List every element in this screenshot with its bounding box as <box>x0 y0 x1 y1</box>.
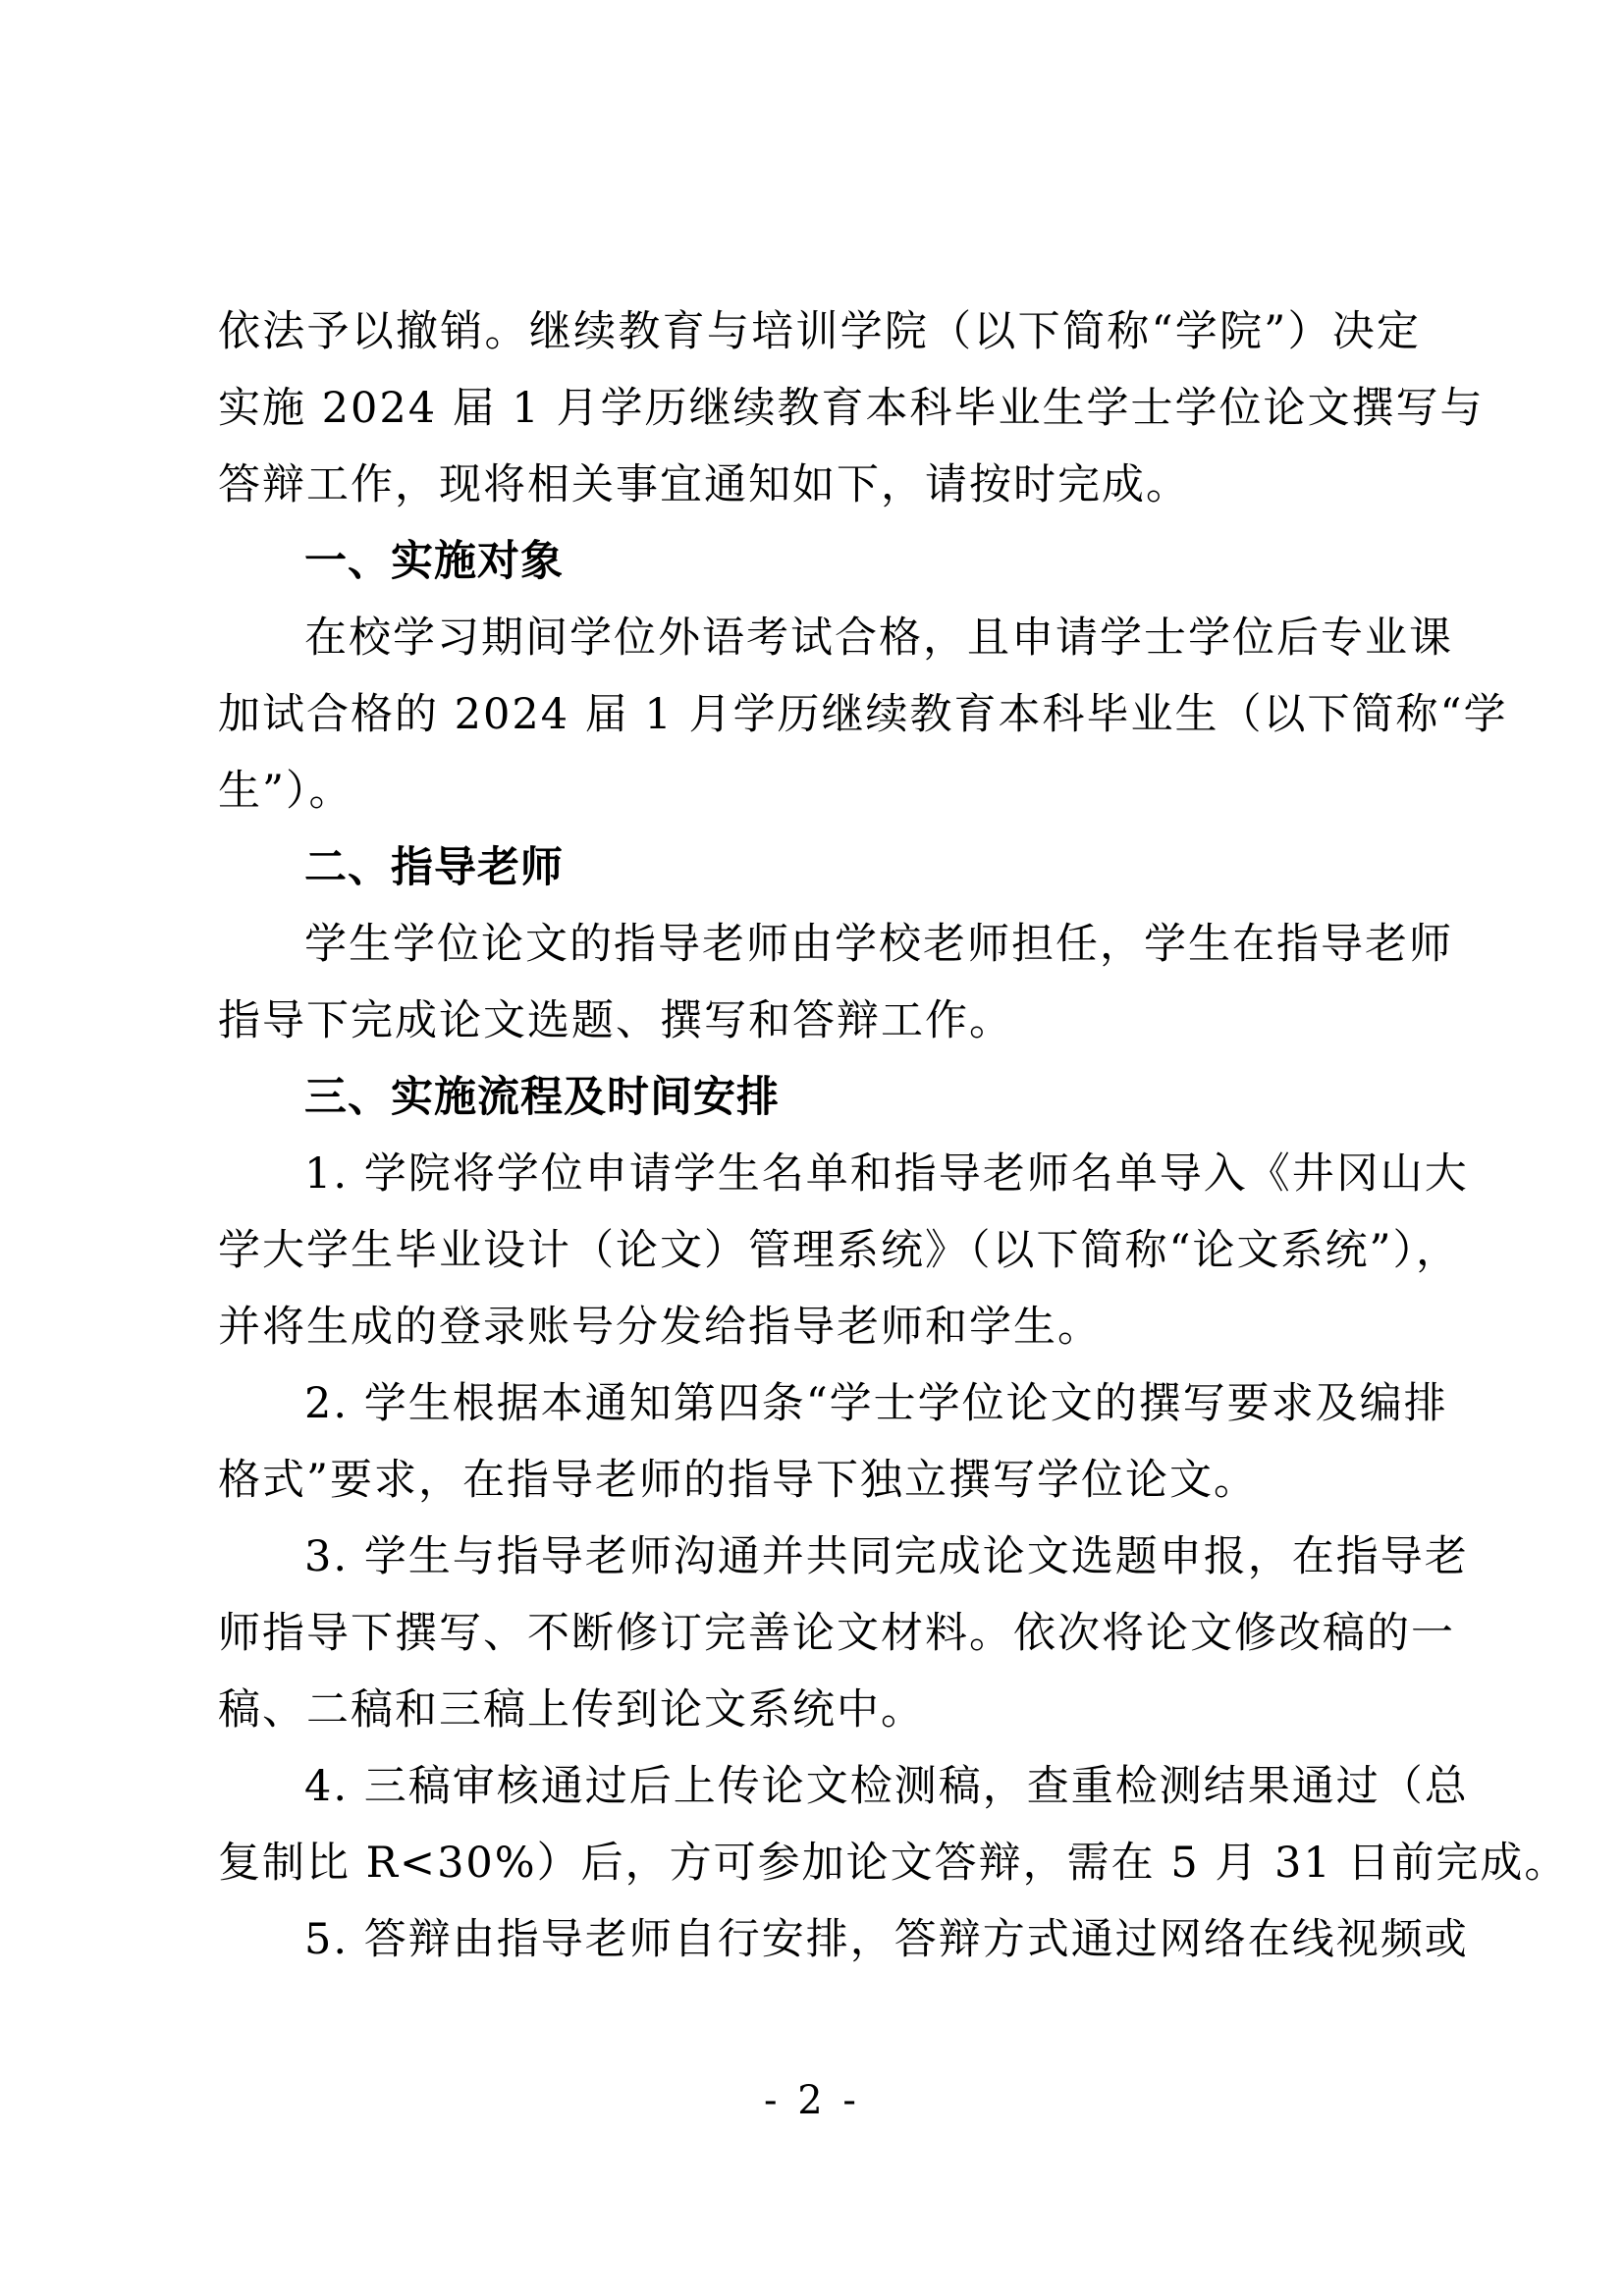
paragraph-line: 生”）。 <box>218 767 353 816</box>
page-number: - 2 - <box>764 2078 860 2123</box>
list-item-line: 5. 答辩由指导老师自行安排，答辩方式通过网络在线视频或 <box>304 1915 1469 1964</box>
paragraph-line: 在校学习期间学位外语考试合格，且申请学士学位后专业课 <box>304 614 1453 663</box>
list-item-line: 稿、二稿和三稿上传到论文系统中。 <box>218 1685 925 1735</box>
paragraph-line: 实施 2024 届 1 月学历继续教育本科毕业生学士学位论文撰写与 <box>218 384 1485 433</box>
list-item-line: 3. 学生与指导老师沟通并共同完成论文选题申报，在指导老 <box>304 1532 1469 1581</box>
paragraph-line: 答辩工作，现将相关事宜通知如下，请按时完成。 <box>218 460 1190 509</box>
paragraph-line: 学生学位论文的指导老师由学校老师担任，学生在指导老师 <box>304 920 1453 969</box>
paragraph-line: 依法予以撤销。继续教育与培训学院（以下简称“学院”）决定 <box>218 307 1421 356</box>
list-item-line: 2. 学生根据本通知第四条“学士学位论文的撰写要求及编排 <box>304 1379 1448 1428</box>
paragraph-line: 指导下完成论文选题、撰写和答辩工作。 <box>218 996 1013 1045</box>
list-item-line: 复制比 R<30%）后，方可参加论文答辩，需在 5 月 31 日前完成。 <box>218 1839 1569 1888</box>
list-item-line: 学大学生毕业设计（论文）管理系统》（以下简称“论文系统”）， <box>218 1226 1460 1275</box>
document-body <box>218 294 1569 1978</box>
list-item-line: 1. 学院将学位申请学生名单和指导老师名单导入《井冈山大 <box>304 1149 1469 1199</box>
list-item-line: 并将生成的登录账号分发给指导老师和学生。 <box>218 1303 1102 1352</box>
section-heading-1: 一、实施对象 <box>304 537 564 586</box>
list-item-line: 4. 三稿审核通过后上传论文检测稿，查重检测结果通过（总 <box>304 1762 1469 1811</box>
section-heading-2: 二、指导老师 <box>304 843 564 892</box>
section-heading-3: 三、实施流程及时间安排 <box>304 1073 780 1122</box>
list-item-line: 格式”要求，在指导老师的指导下独立撰写学位论文。 <box>218 1456 1258 1505</box>
paragraph-line: 加试合格的 2024 届 1 月学历继续教育本科毕业生（以下简称“学 <box>218 690 1508 739</box>
list-item-line: 师指导下撰写、不断修订完善论文材料。依次将论文修改稿的一 <box>218 1609 1455 1658</box>
